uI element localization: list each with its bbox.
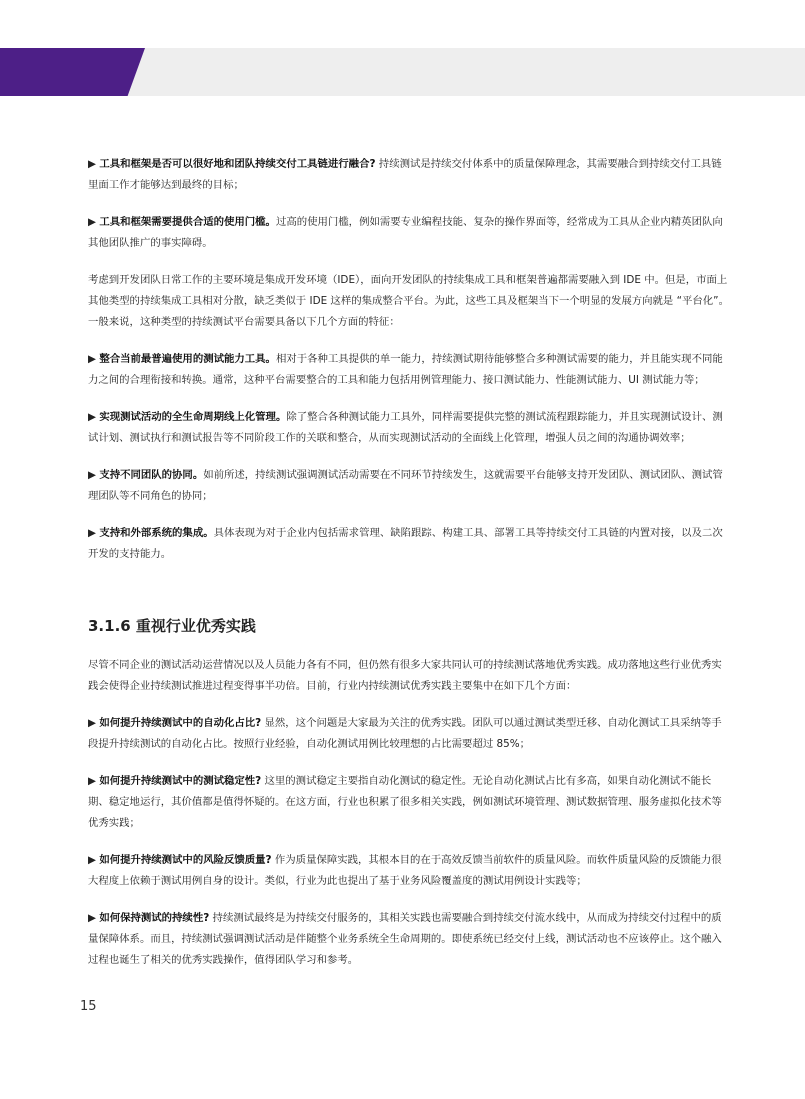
bullet-item	[88, 771, 732, 834]
bullet-bold: 工具和框架是否可以很好地和团队持续交付工具链进行融合?	[99, 158, 376, 170]
bullet-text: 除了整合各种测试能力工具外，同样需要提供完整的测试流程跟踪能力，并且实现测试设计、测试计划、测试执行和测试报告等不同阶段工作的关联和整合，从而实现测试活动的全面线上化管理，增强人员之间的沟通协调效率；	[88, 411, 723, 444]
bullet-marker: ▶	[88, 158, 96, 170]
bullet-bold: 支持不同团队的协同。	[99, 469, 204, 481]
bullet-text: 具体表现为对于企业内包括需求管理、缺陷跟踪、构建工具、部署工具等持续交付工具链的内置对接，以及二次开发的支持能力。	[88, 527, 723, 560]
bullet-marker: ▶	[88, 775, 96, 787]
bullet-marker: ▶	[88, 469, 96, 481]
header-accent-bar	[0, 48, 145, 96]
bullet-item	[88, 212, 732, 254]
body-paragraph: 考虑到开发团队日常工作的主要环境是集成开发环境（IDE），面向开发团队的持续集成工具和框架普遍都需要融入到 IDE 中。但是，市面上其他类型的持续集成工具相对分散，缺乏类似于 IDE 这样的集成整合平台。为此，这些工具及框架当下一个明显的发展方向就是 “平台化”。一般来说，这种类型的持续测试平台需要具备以下几个方面的特征：	[88, 274, 729, 328]
bullet-marker: ▶	[88, 411, 96, 423]
bullet-marker: ▶	[88, 854, 96, 866]
bullet-item	[88, 465, 732, 507]
bullet-bold: 实现测试活动的全生命周期线上化管理。	[99, 411, 287, 423]
bullet-marker: ▶	[88, 353, 96, 365]
bullet-item	[88, 349, 732, 391]
bullet-marker: ▶	[88, 216, 96, 228]
page-number: 15	[80, 999, 97, 1014]
bullet-bold: 如何提升持续测试中的风险反馈质量?	[99, 854, 272, 866]
bullet-bold: 如何提升持续测试中的自动化占比?	[99, 717, 262, 729]
bullet-bold: 整合当前最普遍使用的测试能力工具。	[99, 353, 276, 365]
bullet-item	[88, 713, 732, 755]
body-paragraph: 尽管不同企业的测试活动运营情况以及人员能力各有不同，但仍然有很多大家共同认可的持续测试落地优秀实践。成功落地这些行业优秀实践会使得企业持续测试推进过程变得事半功倍。目前，行业内持续测试优秀实践主要集中在如下几个方面：	[88, 659, 722, 692]
page-content	[88, 154, 732, 971]
bullet-bold: 工具和框架需要提供合适的使用门槛。	[99, 216, 276, 228]
bullet-item	[88, 523, 732, 565]
bullet-text: 这里的测试稳定主要指自动化测试的稳定性。无论自动化测试占比有多高，如果自动化测试不能长期、稳定地运行，其价值都是值得怀疑的。在这方面，行业也积累了很多相关实践，例如测试环境管理、测试数据管理、服务虚拟化技术等优秀实践；	[88, 775, 722, 829]
bullet-item	[88, 850, 732, 892]
bullet-bold: 如何保持测试的持续性?	[99, 912, 210, 924]
bullet-bold: 如何提升持续测试中的测试稳定性?	[99, 775, 262, 787]
bullet-bold: 支持和外部系统的集成。	[99, 527, 214, 539]
bullet-marker: ▶	[88, 717, 96, 729]
section-heading: 3.1.6 重视行业优秀实践	[88, 617, 256, 635]
bullet-text: 过高的使用门槛，例如需要专业编程技能、复杂的操作界面等，经常成为工具从企业内精英团队向其他团队推广的事实障碍。	[88, 216, 723, 249]
bullet-text: 相对于各种工具提供的单一能力，持续测试期待能够整合多种测试需要的能力，并且能实现不同能力之间的合理衔接和转换。通常，这种平台需要整合的工具和能力包括用例管理能力、接口测试能力、性能测试能力、UI 测试能力等；	[88, 353, 723, 386]
bullet-text: 如前所述，持续测试强调测试活动需要在不同环节持续发生，这就需要平台能够支持开发团队、测试团队、测试管理团队等不同角色的协同；	[88, 469, 723, 502]
bullet-text: 作为质量保障实践，其根本目的在于高效反馈当前软件的质量风险。而软件质量风险的反馈能力很大程度上依赖于测试用例自身的设计。类似，行业为此也提出了基于业务风险覆盖度的测试用例设计实践等；	[88, 854, 722, 887]
bullet-marker: ▶	[88, 912, 96, 924]
bullet-text: 持续测试最终是为持续交付服务的，其相关实践也需要融合到持续交付流水线中，从而成为持续交付过程中的质量保障体系。而且，持续测试强调测试活动是伴随整个业务系统全生命周期的。即使系统已经交付上线，测试活动也不应该停止。这个融入过程也诞生了相关的优秀实践操作，值得团队学习和参考。	[88, 912, 722, 966]
bullet-text: 显然，这个问题是大家最为关注的优秀实践。团队可以通过测试类型迁移、自动化测试工具采纳等手段提升持续测试的自动化占比。按照行业经验，自动化测试用例比较理想的占比需要超过 85%；	[88, 717, 722, 750]
bullet-item	[88, 154, 732, 196]
bullet-item	[88, 908, 732, 971]
bullet-text: 持续测试是持续交付体系中的质量保障理念，其需要融合到持续交付工具链里面工作才能够达到最终的目标；	[88, 158, 722, 191]
bullet-item	[88, 407, 732, 449]
bullet-marker: ▶	[88, 527, 96, 539]
